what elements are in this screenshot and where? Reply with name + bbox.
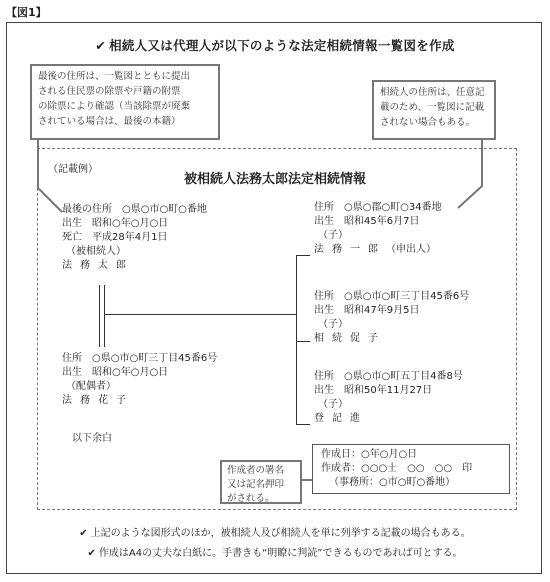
child-name: 登記進 bbox=[314, 413, 368, 424]
callout-line: される住民票の除票や戸籍の附票 bbox=[38, 86, 181, 97]
child-name: 法務一郎 bbox=[314, 244, 386, 255]
callout-heir-address bbox=[372, 80, 496, 140]
callout-line: 相続人の住所は、任意記 bbox=[380, 87, 485, 98]
marriage-line-right bbox=[104, 285, 105, 347]
callout-line: 最後の住所は、一覧図とともに提出 bbox=[38, 71, 191, 82]
children-trunk bbox=[296, 255, 297, 425]
check-icon: ✔ bbox=[87, 548, 96, 559]
creation-info-box bbox=[312, 444, 510, 494]
decedent-name: 法務太郎 bbox=[62, 260, 134, 271]
decedent-death: 死亡 平成28年4月1日 bbox=[62, 232, 168, 243]
child-name: 相続促子 bbox=[314, 333, 386, 344]
spouse-role: （配偶者） bbox=[66, 381, 116, 392]
creation-creator: 作成者：○○○士 ○○ ○○ 印 bbox=[321, 463, 473, 474]
branch-child3 bbox=[296, 424, 310, 425]
callout-line: 又は記名押印 bbox=[227, 479, 285, 490]
document-title: 被相続人法務太郎法定相続情報 bbox=[183, 172, 366, 187]
creation-office: （事務所：○市○町○番地） bbox=[329, 477, 456, 488]
remainder-note: 以下余白 bbox=[72, 433, 112, 444]
child-role: （子） bbox=[318, 230, 348, 241]
spouse-birth: 出生 昭和○年○月○日 bbox=[62, 367, 169, 378]
callout-signature bbox=[220, 460, 302, 504]
footer-text: 上記のような図形式のほか，被相続人及び相続人を単に列挙する記載の場合もある。 bbox=[90, 528, 471, 539]
footer-note-1 bbox=[0, 524, 550, 539]
decedent-address: 最後の住所 ○県○市○町○番地 bbox=[62, 204, 207, 215]
footer-text: 作成はA4の丈夫な白紙に。手書きも“明瞭に判読”できるものであれば可とする。 bbox=[98, 548, 463, 559]
child-address: 住所 ○県○郡○町○34番地 bbox=[314, 202, 442, 213]
decedent-block bbox=[62, 203, 207, 273]
heading-text: 相続人又は代理人が以下のような法定相続情報一覧図を作成 bbox=[109, 38, 455, 53]
branch-child2 bbox=[296, 341, 310, 342]
spouse-address: 住所 ○県○市○町三丁目45番6号 bbox=[62, 353, 218, 364]
spouse-name: 法務花子 bbox=[62, 395, 134, 406]
descent-line bbox=[104, 314, 296, 315]
branch-child1 bbox=[296, 255, 310, 256]
child-address: 住所 ○県○市○町三丁目45番6号 bbox=[314, 291, 470, 302]
footer-note-2 bbox=[0, 544, 550, 559]
child-birth: 出生 昭和50年11月27日 bbox=[314, 385, 433, 396]
callout-last-address bbox=[30, 64, 220, 140]
child-block bbox=[314, 370, 463, 426]
callout-line: がされる。 bbox=[227, 493, 275, 504]
callout-line: 作成者の署名 bbox=[227, 465, 285, 476]
marriage-line-left bbox=[99, 285, 100, 347]
callout-line: 載のため、一覧図に記載 bbox=[380, 102, 485, 113]
child-block bbox=[314, 290, 469, 346]
sample-label: （記載例） bbox=[48, 164, 98, 175]
spouse-block bbox=[62, 352, 217, 408]
check-icon: ✔ bbox=[95, 38, 107, 53]
decedent-role: （被相続人） bbox=[66, 246, 126, 257]
callout-line: の除票により確認（当該除票が廃棄 bbox=[38, 101, 191, 112]
child-block bbox=[314, 201, 442, 257]
child-address: 住所 ○県○市○町五丁目4番8号 bbox=[314, 371, 463, 382]
child-birth: 出生 昭和45年6月7日 bbox=[314, 216, 420, 227]
child-suffix: （申出人） bbox=[386, 244, 436, 255]
child-birth: 出生 昭和47年9月5日 bbox=[314, 305, 420, 316]
child-role: （子） bbox=[318, 319, 348, 330]
decedent-birth: 出生 昭和○年○月○日 bbox=[62, 218, 169, 229]
figure-label: 【図1】 bbox=[6, 6, 47, 19]
child-role: （子） bbox=[318, 399, 348, 410]
check-icon: ✔ bbox=[79, 528, 88, 539]
callout-line: されない場合もある。 bbox=[380, 117, 476, 128]
callout-line: されている場合は、最後の本籍） bbox=[38, 116, 181, 127]
creation-date: 作成日：○年○月○日 bbox=[321, 449, 418, 460]
